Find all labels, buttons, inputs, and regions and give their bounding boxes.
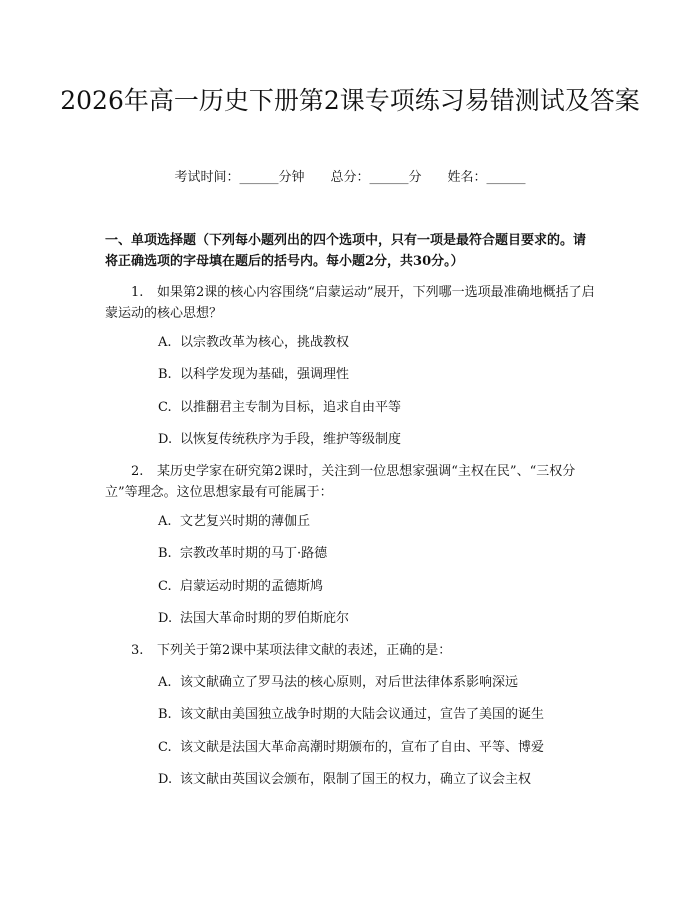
question-3-option-a bbox=[158, 673, 598, 693]
exam-info-line bbox=[0, 168, 700, 188]
question-1-stem bbox=[105, 282, 600, 324]
option-letter: C. bbox=[158, 400, 172, 415]
option-letter: C. bbox=[158, 579, 172, 594]
question-number: 3. bbox=[131, 643, 144, 658]
option-letter: A. bbox=[158, 335, 172, 350]
question-number: 1. bbox=[131, 285, 144, 300]
question-2-option-b bbox=[158, 544, 598, 564]
option-letter: A. bbox=[158, 675, 172, 690]
question-number: 2. bbox=[131, 464, 144, 479]
option-text: 该文献确立了罗马法的核心原则，对后世法律体系影响深远 bbox=[180, 675, 519, 690]
section-heading: 一、单项选择题（下列每小题列出的四个选项中，只有一项是最符合题目要求的。请将正确选项的字母填在题后的括号内。每小题2分，共30分。） bbox=[105, 233, 587, 269]
option-text: 以恢复传统秩序为手段，维护等级制度 bbox=[180, 432, 402, 447]
option-text: 该文献是法国大革命高潮时期颁布的，宣布了自由、平等、博爱 bbox=[180, 740, 545, 755]
option-text: 该文献由美国独立战争时期的大陆会议通过，宣告了美国的诞生 bbox=[180, 707, 545, 722]
question-3-option-c bbox=[158, 738, 598, 758]
question-1-option-b bbox=[158, 365, 598, 385]
exam-time-field: 考试时间：______分钟 bbox=[174, 170, 305, 185]
question-3-option-d bbox=[158, 770, 598, 790]
option-text: 文艺复兴时期的薄伽丘 bbox=[180, 514, 311, 529]
option-letter: D. bbox=[158, 432, 173, 447]
option-letter: B. bbox=[158, 707, 172, 722]
question-1-option-d bbox=[158, 430, 598, 450]
total-score-field: 总分：______分 bbox=[330, 170, 422, 185]
question-text: 某历史学家在研究第2课时，关注到一位思想家强调“主权在民”、“三权分立”等理念。这位思想家最有可能属于： bbox=[105, 464, 576, 500]
page-title: 2026年高一历史下册第2课专项练习易错测试及答案 bbox=[60, 86, 640, 115]
question-3-stem bbox=[105, 640, 600, 661]
question-3-option-b bbox=[158, 705, 598, 725]
option-letter: D. bbox=[158, 611, 173, 626]
option-letter: B. bbox=[158, 546, 172, 561]
option-letter: B. bbox=[158, 367, 172, 382]
option-letter: D. bbox=[158, 772, 173, 787]
question-1-option-a bbox=[158, 333, 598, 353]
option-text: 该文献由英国议会颁布，限制了国王的权力，确立了议会主权 bbox=[180, 772, 532, 787]
question-text: 如果第2课的核心内容围绕“启蒙运动”展开，下列哪一选项最准确地概括了启蒙运动的核心思想？ bbox=[105, 285, 595, 321]
option-text: 启蒙运动时期的孟德斯鸠 bbox=[180, 579, 324, 594]
question-text: 下列关于第2课中某项法律文献的表述，正确的是： bbox=[157, 643, 452, 658]
option-text: 以宗教改革为核心，挑战教权 bbox=[180, 335, 350, 350]
option-text: 以推翻君主专制为目标，追求自由平等 bbox=[180, 400, 402, 415]
question-2-option-d bbox=[158, 609, 598, 629]
option-text: 宗教改革时期的马丁·路德 bbox=[180, 546, 328, 561]
question-2-stem bbox=[105, 461, 600, 503]
option-text: 法国大革命时期的罗伯斯庇尔 bbox=[180, 611, 350, 626]
name-field: 姓名：______ bbox=[447, 170, 526, 185]
option-text: 以科学发现为基础，强调理性 bbox=[180, 367, 350, 382]
question-2-option-a bbox=[158, 512, 598, 532]
question-2-option-c bbox=[158, 577, 598, 597]
question-1-option-c bbox=[158, 398, 598, 418]
option-letter: C. bbox=[158, 740, 172, 755]
option-letter: A. bbox=[158, 514, 172, 529]
